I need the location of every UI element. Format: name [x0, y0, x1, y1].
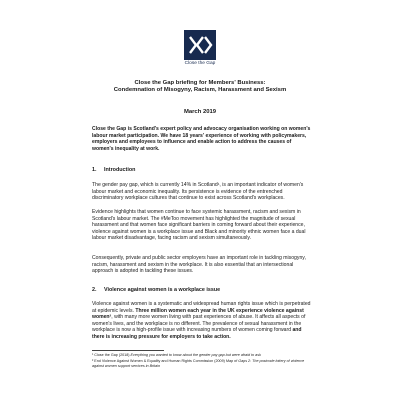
section-1-paragraph-1: The gender pay gap, which is currently 14% in Scotland¹, is an important indicator of women's labour market and economic inequality. Its persistence is evidence of the entrenched discriminatory workplace cultures that continue to exist across Scotland's workplaces.: [92, 182, 304, 202]
footnote-1-title: Everything you wanted to know about the gender pay gap but were afraid to ask: [130, 353, 261, 357]
section-2-title: Violence against women is a workplace issue: [104, 287, 221, 293]
footnote-1: [92, 353, 314, 358]
section-2-p1-bold-b: and there is increasing pressure for employers to take action.: [92, 327, 302, 340]
section-2-paragraph-1: [92, 301, 314, 341]
section-2-p1-bold-a: Three million women each year in the UK experience violence against women²: [92, 307, 304, 321]
section-1-heading: [92, 167, 314, 173]
section-1-title: Introduction: [104, 167, 136, 173]
section-1-paragraph-2: Evidence highlights that women continue to face systemic harassment, racism and sexism in Scotland's labour market. The #MeToo movement has highlighted the magnitude of sexual harassment and that women face significant barriers in coming forward about their experience, violence against women is a workplace issue and Black and minority ethnic women face a dual labour market disadvantage, facing racism and sexism simultaneously.: [92, 209, 306, 242]
document-date: March 2019: [183, 109, 217, 115]
document-title: [80, 80, 320, 95]
section-1-paragraph-3: Consequently, private and public sector employers have an important role in tackling misogyny, racism, harassment and sexism in the workplace. It is also essential that an intersectional approach is adopted in tackling these issues.: [92, 255, 306, 275]
footnote-2-source: ² End Violence Against Women & Equality and Human Rights Commission (2009): [92, 359, 226, 363]
footnote-1-source: ¹ Close the Gap (2018): [92, 353, 131, 357]
intro-paragraph: Close the Gap is Scotland's expert policy and advocacy organisation working on women's labour market participation. We have 18 years' experience of working with policymakers, employers and employees to influence and enable action to address the causes of women's inequality at work.: [92, 126, 311, 152]
section-2-p1-text-b: , with many more women living with past experiences of abuse. It affects all aspects of women's lives, and the workplace is no different. The prevalence of sexual harassment in the workplace is now a high-profile issue with increasing numbers of women coming forward: [92, 314, 306, 334]
footnote-divider: [92, 350, 164, 351]
section-2-number: 2.: [92, 287, 97, 293]
title-line-1: Close the Gap briefing for Members' Business:: [134, 80, 266, 86]
close-the-gap-logo: [184, 30, 216, 60]
footnote-2: [92, 359, 314, 368]
section-2-p1-text-a: Violence against women is a systematic and widespread human rights issue which is perpetrated at epidemic levels.: [92, 301, 311, 314]
section-1-number: 1.: [92, 167, 97, 173]
section-2-heading: [92, 287, 314, 293]
title-line-2: Condemnation of Misogyny, Racism, Harassment and Sexism: [113, 87, 287, 94]
footnote-2-title: Map of Gaps 2: The postcode lottery of violence against women support services in Britain: [92, 359, 305, 368]
logo-mark-icon: [184, 30, 216, 60]
logo-caption: Close the Gap: [184, 61, 216, 66]
